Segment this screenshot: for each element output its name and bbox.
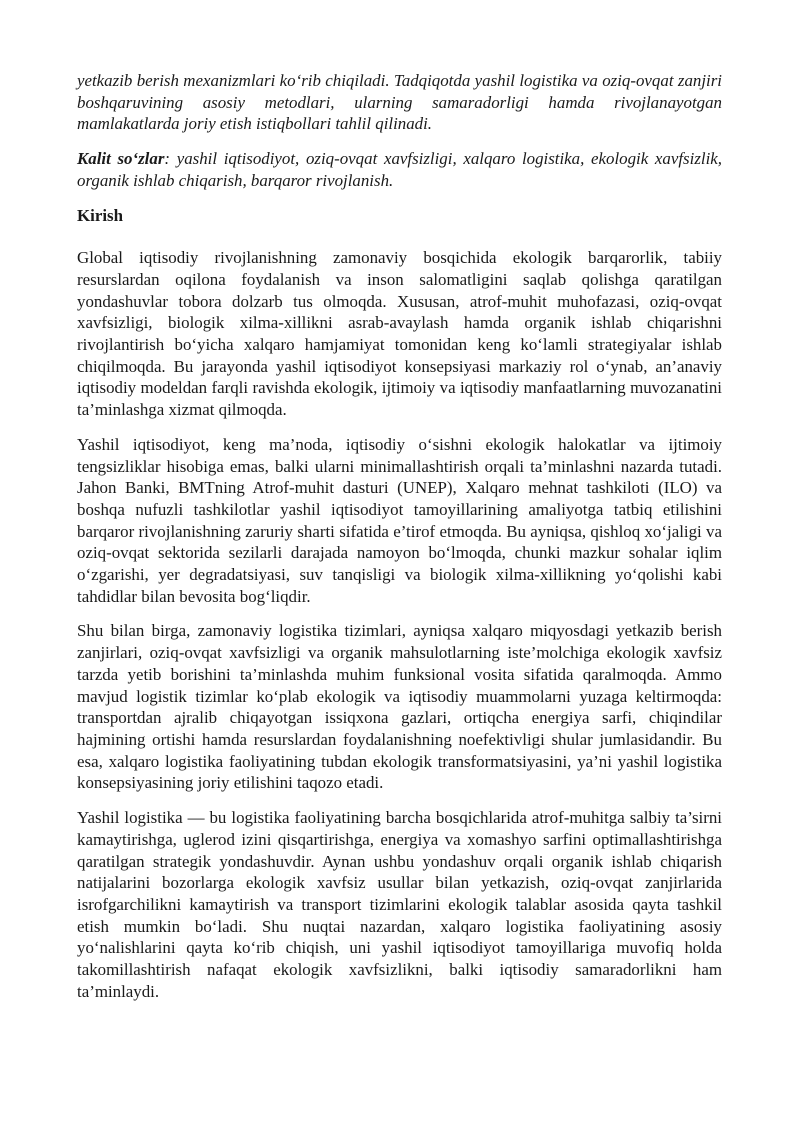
body-paragraph-3: Shu bilan birga, zamonaviy logistika tizimlari, ayniqsa xalqaro miqyosdagi yetkazib berish zanjirlari, oziq-ovqat xavfsizligi va organik mahsulotlarning iste’molchiga ekologik xavfsiz tarzda yetib borishini ta’minlashda muhim funksional vosita sifatida qaralmoqda. Ammo mavjud logistik tizimlar ko‘plab ekologik va iqtisodiy muammolarni yuzaga keltirmoqda: transportdan ajralib chiqayotgan issiqxona gazlari, ortiqcha energiya sarfi, chiqindilar hajmining ortishi hamda resurslardan foydalanishning noefektivligi shular jumlasidandir. Bu esa, xalqaro logistika faoliyatining tubdan ekologik transformatsiyasini, ya’ni yashil logistika konsepsiyasining joriy etilishini taqozo etadi. xyxy=(77,621,722,793)
keywords-line xyxy=(77,148,722,191)
body-paragraph-1: Global iqtisodiy rivojlanishning zamonaviy bosqichida ekologik barqarorlik, tabiiy resurslardan oqilona foydalanish va inson salomatligini saqlab qolishga qaratilgan yondashuvlar tobora dolzarb tus olmoqda. Xususan, atrof-muhit muhofazasi, oziq-ovqat xavfsizligi, biologik xilma-xillikni asrab-avaylash hamda organik ishlab chiqarishni rivojlantirish bo‘yicha xalqaro hamjamiyat tomonidan keng ko‘lamli strategiyalar ishlab chiqilmoqda. Bu jarayonda yashil iqtisodiyot konsepsiyasi markaziy rol o‘ynab, an’anaviy iqtisodiy modeldan farqli ravishda ekologik, ijtimoiy va iqtisodiy manfaatlarning muvozanatini ta’minlashga xizmat qilmoqda. xyxy=(77,248,722,420)
body-paragraph-4: Yashil logistika — bu logistika faoliyatining barcha bosqichlarida atrof-muhitga salbiy ta’sirni kamaytirishga, uglerod izini qisqartirishga, energiya va xomashyo sarfini optimallashtirishga qaratilgan strategik yondashuvdir. Aynan ushbu yondashuv orqali organik ishlab chiqarish natijalarini bozorlarga ekologik xavfsiz usullar bilan yetkazish, oziq-ovqat zanjirlarida isrofgarchilikni kamaytirish va transport tizimlarini ekologik talablar asosida qayta tashkil etish mumkin bo‘ladi. Shu nuqtai nazardan, xalqaro logistika faoliyatining asosiy yo‘nalishlarini qayta ko‘rib chiqish, uni yashil iqtisodiyot tamoyillariga muvofiq holda takomillashtirish nafaqat ekologik xavfsizlikni, balki iqtisodiy samaradorlikni ham ta’minlaydi. xyxy=(77,808,722,1001)
body-paragraph-2: Yashil iqtisodiyot, keng ma’noda, iqtisodiy o‘sishni ekologik halokatlar va ijtimoiy tengsizliklar hisobiga emas, balki ularni minimallashtirish orqali ta’minlashni nazarda tutadi. Jahon Banki, BMTning Atrof-muhit dasturi (UNEP), Xalqaro mehnat tashkiloti (ILO) va boshqa nufuzli tashkilotlar yashil iqtisodiyot tamoyillarining amaliyotga tatbiq etilishini barqaror rivojlanishning zaruriy sharti sifatida e’tirof etmoqda. Bu ayniqsa, qishloq xo‘jaligi va oziq-ovqat sektorida sezilarli darajada namoyon bo‘lmoqda, chunki mazkur sohalar iqlim o‘zgarishi, yer degradatsiyasi, suv tanqisligi va biologik xilma-xillikning yo‘qolishi kabi tahdidlar bilan bevosita bog‘liqdir. xyxy=(77,434,722,606)
abstract-tail: yetkazib berish mexanizmlari ko‘rib chiqiladi. Tadqiqotda yashil logistika va oziq-ovqat zanjiri boshqaruvining asosiy metodlari, ularning samaradorligi hamda rivojlanayotgan mamlakatlarda joriy etish istiqbollari tahlil qilinadi. xyxy=(77,71,722,134)
document-page xyxy=(77,70,722,1015)
keywords-label: Kalit so‘zlar xyxy=(77,149,165,169)
section-heading: Kirish xyxy=(77,205,123,225)
keywords-text: : yashil iqtisodiyot, oziq-ovqat xavfsizligi, xalqaro logistika, ekologik xavfsizlik, organik ishlab chiqarish, barqaror rivojlanish. xyxy=(77,149,722,190)
